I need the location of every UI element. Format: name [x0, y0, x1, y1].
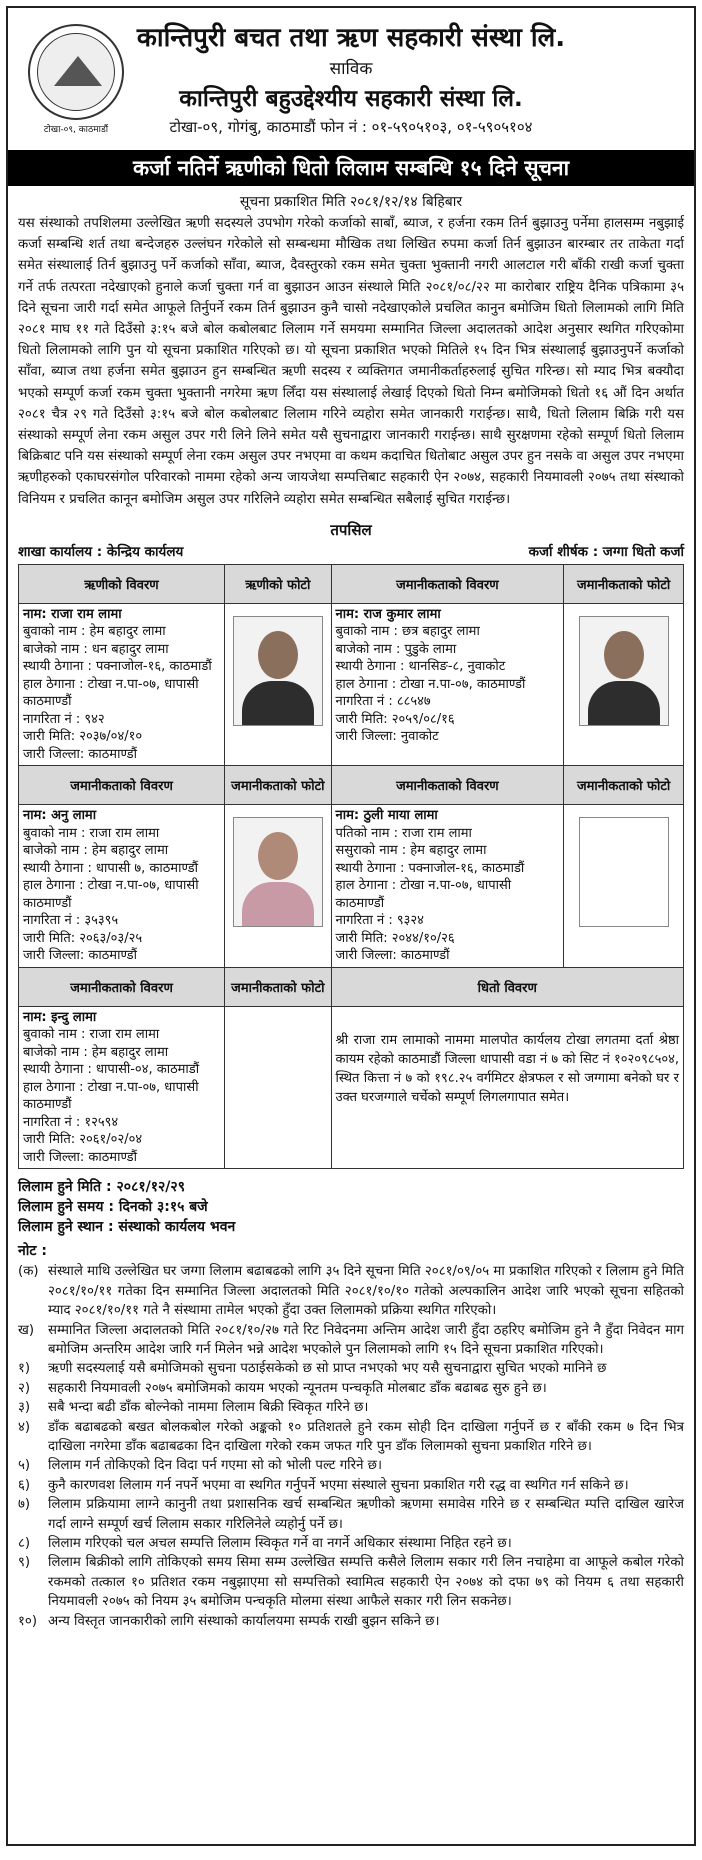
note-item: १०) अन्य विस्तृत जानकारीको लागि संस्थाको कार्यालयमा सम्पर्क राखी बुझन सकिने छ।	[18, 1613, 440, 1629]
borrower-details: नाम: राजा राम लामा बुवाको नाम : हेम बहादुर लामा बाजेको नाम : धन बहादुर लामा स्थायी ठेगाना : पक्नाजोल-१६, काठमाडौं हाल ठेगाना : टोखा न.पा-०७, धापासी काठमाण्डौं नागरिता नं : ९४२ जारी मिति: २०३७/०४/१० जारी जिल्ला: काठमाण्डौं	[19, 603, 225, 766]
guarantor-photo-header: जमानीकताको फोटो	[225, 766, 331, 805]
note-item: २) सहकारी नियमावली २०७५ बमोजिमको कायम भएको न्यूनतम पन्चकृति मोलबाट डाँक बढाबढ सुरु हुने छ।	[18, 1380, 547, 1396]
borrower-details-header: ऋणीको विवरण	[19, 564, 225, 603]
notice-body: यस संस्थाको तपशिलमा उल्लेखित ऋणी सदस्यले उपभोग गरेको कर्जाको साबाँ, ब्याज, र हर्जना रकम तिर्न बुझाउनु पर्नेमा हालसम्म नबुझाई कर्जा सम्बन्धि शर्त तथा बन्देजहरु उल्लंघन गरेकोले सो सम्बन्धमा मौखिक तथा लिखित रुपमा कर्जा तिर्न बुझाउन बारम्बार तर ताकेता गर्दा समेत संस्थालाई तिर्न बुझाउनु पर्ने कर्जाको साँवा, ब्याज, दैवस्तुरको रकम समेत चुक्ता भुक्तानी नगरी आलटाल गरी बाँकी राखी कर्जा चुक्ता गर्ने तर्फ तत्परता नदेखाएको हुनाले कर्जा चुक्ता गर्न वा बुझाउन आउन संस्थाले मिति २०८१/०८/२२ मा कारोबार राष्ट्रिय दैनिक पत्रिकामा ३५ दिने सूचना जारी गर्दा समेत आफूले तिर्नुपर्ने रकम तिर्न बुझाउन कुनै चासो नदेखाएकोले प्रचलित कानुन बमोजिम धितो लिलामको लागि मिति २०८१ माघ ११ गते दिउँसो ३:१५ बजे बोल कबोलबाट लिलाम गर्ने समयमा सम्मानित जिल्ला अदालतको आदेश अनुसार स्थगित गरिएकोमा धितो लिलामको लागि पुन यो सूचना प्रकाशित गरिएको छ। यो सूचना प्रकाशित भएको मितिले १५ दिन भित्र संस्थालाई बुझाउनुपर्ने कर्जाको साँवा, ब्याज तथा हर्जना समेत बुझाउन हुन सम्बन्धित ऋणी सदस्य र व्यक्तिगत जमानीकर्ताहरुलाई सुचित गरिन्छ। सो म्याद भित्र बक्यौदा भएको सम्पूर्ण कर्जा रकम चुक्ता भुक्तानी नगरेमा ऋण लिँदा यस संस्थालाई लेखाई दिएको धितो निम्न बमोजिमको धितो १६ औं दिन अर्थात २०८१ चैत्र २९ गते दिउँसो ३:१५ बजे बोल कबोलबाट लिलाम गरिने व्यहोरा समेत जानकारी गराईन्छ। साथै, धितो लिलाम बिक्रि गरी यस संस्थाको सम्पूर्ण लेना रकम असुल उपर गरी लिने लिने समेत यसै सुचनाद्वारा जानकारी गराईन्छ। साथै सुरक्षणमा रहेको सम्पूर्ण धितो लिलाम बिक्रिबाट पनि यस संस्थाको सम्पूर्ण लेना रकम असुल उपर नभएमा वा कथम कदाचित धितोबाट असुल उपर हुन नसके वा असुल उपर नभएमा ऋणीहरुको एकाघरसंगोल परिवारको नाममा रहेको अन्य जायजेथा सम्पत्तिबाट सहकारी ऐन २०७४, सहकारी नियमावली २०७५ तथा संस्थाको विनियम र प्रचलित कानून बमोजिम असुल उपर गरिलिने व्यहोरा समेत सम्बन्धित सबैलाई सुचित गराईन्छ।	[18, 216, 684, 507]
note-item: ६) कुनै कारणवश लिलाम गर्न नपर्ने भएमा वा स्थगित गर्नुपर्ने भएमा संस्थाले सुचना प्रकाशित गरी रद्ध वा स्थगित गर्न सकिने छ।	[18, 1477, 629, 1493]
guarantor-photo-header: जमानीकताको फोटो	[564, 766, 684, 805]
address-line: टोखा-०९, गोगंबु, काठमाडौं फोन नं : ०१-५९०५१०३, ०१-५९०५१०४	[169, 118, 533, 136]
guarantor-details: नाम: राज कुमार लामा बुवाको नाम : छत्र बहादुर लामा बाजेको नाम : पुडुके लामा स्थायी ठेगाना : थानसिङ-८, नुवाकोट हाल ठेगाना : टोखा न.पा-०७, काठमाण्डौं नागरिता नं : ८८५४७ जारी मिति: २०५९/०८/१६ जारी जिल्ला: नुवाकोट	[331, 603, 564, 766]
note-item: ५) लिलाम गर्न तोकिएको दिन विदा पर्न गएमा सो को भोली पल्ट गरिने छ।	[18, 1458, 383, 1474]
details-table	[18, 564, 684, 1170]
guarantor-photo-header: जमानीकताको फोटो	[225, 967, 331, 1006]
guarantor-photo-header: जमानीकताको फोटो	[564, 564, 684, 603]
auction-date: लिलाम हुने मिति : २०८१/१२/२९	[18, 1179, 185, 1196]
collateral-details-header: धितो विवरण	[331, 967, 683, 1006]
borrower-photo-header: ऋणीको फोटो	[225, 564, 331, 603]
meta-row	[18, 542, 684, 560]
details-heading: तपसिल	[330, 520, 372, 539]
former-organization-name: कान्तिपुरी बहुउद्देश्यीय सहकारी संस्था लि.	[179, 86, 523, 112]
organization-logo	[28, 24, 124, 120]
note-item: ८) लिलाम गरिएको चल अचल सम्पत्ति लिलाम स्विकृत गर्ने वा नगर्ने अधिकार संस्थामा निहित रहने छ।	[18, 1536, 512, 1552]
formerly-label: साविक	[329, 59, 373, 79]
guarantor-photo	[579, 616, 669, 726]
table-header-row	[19, 766, 684, 805]
table-header-row	[19, 967, 684, 1006]
guarantor-details: नाम: अनु लामा बुवाको नाम : राजा राम लामा बाजेको नाम : हेम बहादुर लामा स्थायी ठेगाना : धापासी ७, काठमाण्डौं हाल ठेगाना : टोखा न.पा-०७, धापासी काठमाण्डौं नागरिता नं : ३५३९५ जारी मिति: २०६३/०३/२५ जारी जिल्ला: काठमाण्डौं	[19, 805, 225, 968]
table-row	[19, 603, 684, 766]
note-item: ४) डाँक बढाबढको बखत बोलकबोल गरेको अङ्कको १० प्रतिशतले हुने रकम सोही दिन दाखिला गर्नुपर्ने छ र बाँकी रकम ७ दिन भित्र दाखिला नगरेमा डाँक बढाबढका दिन दाखिला गरेको रकम जफत गरि पुन डाँक लिलामको सुचना प्रकाशित गरिने छ।	[18, 1419, 684, 1454]
note-item: (क) संस्थाले माथि उल्लेखित घर जग्गा लिलाम बढाबढको लागि ३५ दिने सूचना मिति २०८१/०९/०५ मा प्रकाशित गरिएको र लिलाम हुने मिति २०८१/१०/११ गतेका दिन सम्मानित जिल्ला अदालतको मिति २०८१/१०/१० गतेको अल्पकालिन आदेश जारि भएको सूचना सहितको म्याद २०८१/१०/११ गते नै संस्थामा तामेल भएको हुँदा उक्त लिलामको प्रक्रिया स्थगित गरिएको।	[18, 1264, 684, 1319]
note-item: ७) लिलाम प्रक्रियामा लाग्ने कानुनी तथा प्रशासनिक खर्च सम्बन्धित ऋणीको ऋणमा समावेस गरिने छ र सम्बन्धित म्पत्ति दाखिल खारेज गर्दा लाग्ने सम्पूर्ण खर्च लिलाम सकार गरिलिनेले व्यहोर्नु पर्ने छ।	[18, 1497, 684, 1532]
note-item: ९) लिलाम बिक्रीको लागि तोकिएको समय सिमा सम्म उल्लेखित सम्पत्ति कसैले लिलाम सकार गरी लिन नचाहेमा वा आफूले कबोल गरेको रकमको तत्काल १० प्रतिशत रकम नबुझाएमा सो सम्पत्तिको स्वामित्व सहकारी ऐन २०७४ को दफा ७९ को नियम ६ तथा सहकारी नियमावली २०७५ को नियम ३५ बमोजिम पन्चकृति मोलमा संस्था आफैले सकार गरी लिन सकनेछ।	[18, 1555, 684, 1610]
borrower-photo	[233, 616, 323, 726]
guarantor-details-header: जमानीकताको विवरण	[19, 967, 225, 1006]
note-item: ख) सम्मानित जिल्ला अदालतको मिति २०८१/१०/२७ गते रिट निवेदनमा अन्तिम आदेश जारी हुँदा ठहरिए बमोजिम हुने नै हुँदा निवेदन माग बमोजिम अन्तरिम आदेश जारि गर्न मिलेन भन्ने आदेश भएकोले पुन लिलामको लागि १५ दिने सूचना प्रकाशित गरिएको।	[18, 1322, 684, 1357]
logo-caption: टोखा-०९, काठमाडौं	[43, 125, 109, 135]
auction-place: लिलाम हुने स्थान : संस्थाको कार्यलय भवन	[18, 1219, 236, 1236]
auction-info	[18, 1177, 684, 1237]
organization-name: कान्तिपुरी बचत तथा ऋण सहकारी संस्था लि.	[136, 23, 566, 53]
publish-date: सूचना प्रकाशित मिति २०८१/१२/१४ बिहिबार	[239, 194, 463, 210]
table-header-row	[19, 564, 684, 603]
empty-photo-box	[579, 817, 669, 927]
auction-time: लिलाम हुने समय : दिनको ३:१५ बजे	[18, 1199, 208, 1216]
loan-title: कर्जा शीर्षक : जग्गा धितो कर्जा	[528, 543, 684, 560]
table-row	[19, 1006, 684, 1169]
table-row	[19, 805, 684, 968]
header	[18, 18, 684, 136]
branch-office: शाखा कार्यालय : केन्द्रिय कार्यलय	[18, 543, 184, 560]
note-item: ३) सबै भन्दा बढी डाँक बोल्नेको नाममा लिलाम बिक्री स्विकृत गरिने छ।	[18, 1400, 369, 1416]
collateral-details: श्री राजा राम लामाको नाममा मालपोत कार्यलय टोखा लगतमा दर्ता श्रेष्ठा कायम रहेको काठमाडौं जिल्ला धापासी वडा नं ७ को सिट नं १०२०९८५०४, स्थित कित्ता नं ७ को १९८.२५ वर्गमिटर क्षेत्रफल र सो जग्गामा बनेको घर र उक्त घरजग्गाले चर्चेको सम्पूर्ण लिगलगापात समेत।	[335, 1032, 679, 1105]
note-item: १) ऋणी सदस्यलाई यसै बमोजिमको सुचना पठाईसकेको छ सो प्राप्त नभएको भए यसै सुचनाद्वारा सुचित भएको मानिने छ	[18, 1361, 607, 1377]
guarantor-details-header: जमानीकताको विवरण	[331, 564, 564, 603]
guarantor-details-header: जमानीकताको विवरण	[19, 766, 225, 805]
notice-page	[6, 6, 696, 1846]
guarantor-details: नाम: इन्दु लामा बुवाको नाम : राजा राम लामा बाजेको नाम : हेम बहादुर लामा स्थायी ठेगाना : धापासी-०४, काठमाडौं हाल ठेगाना : टोखा न.पा-०७, धापासी काठमाण्डौं नागरिता नं : १२५९४ जारी मिति: २०६१/०२/०४ जारी जिल्ला: काठमाण्डौं	[19, 1006, 225, 1169]
notice-banner: कर्जा नतिर्ने ऋणीको धितो लिलाम सम्बन्धि १५ दिने सूचना	[8, 150, 694, 186]
guarantor-details: नाम: ठुली माया लामा पतिको नाम : राजा राम लामा ससुराको नाम : हेम बहादुर लामा स्थायी ठेगाना : पक्नाजोल-१६, काठमाडौं हाल ठेगाना : टोखा न.पा-०७, धापासी काठमाण्डौं नागरिता नं : ९३२४ जारी मिति: २०४४/१०/२६ जारी जिल्ला: काठमाण्डौं	[331, 805, 564, 968]
notes-list	[18, 1262, 684, 1631]
guarantor-photo	[233, 817, 323, 927]
notes-heading: नोट :	[18, 1243, 47, 1260]
guarantor-details-header: जमानीकताको विवरण	[331, 766, 564, 805]
